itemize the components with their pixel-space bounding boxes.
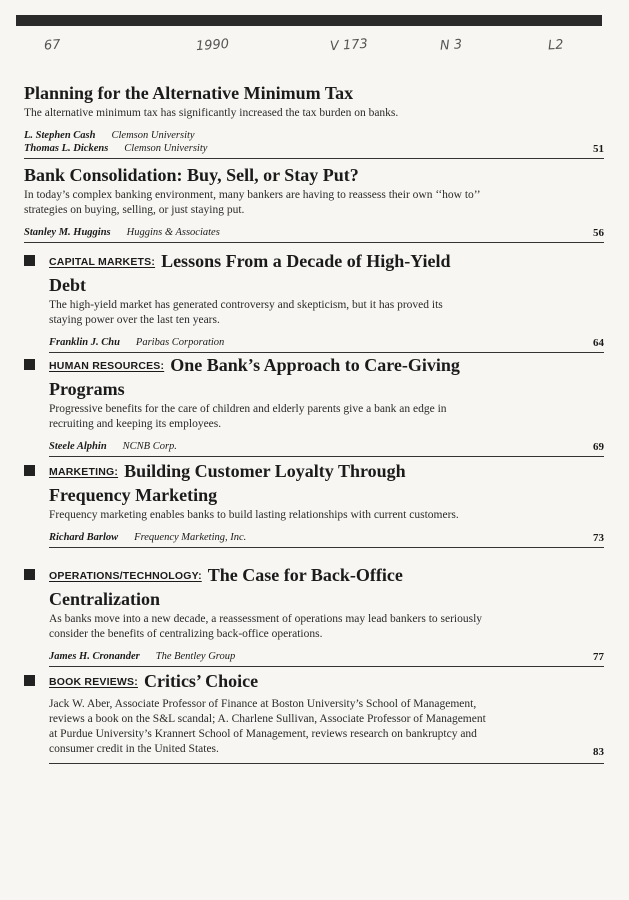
- page-number: 83: [593, 746, 604, 758]
- section-label: HUMAN RESOURCES:: [49, 360, 165, 372]
- author-name: Franklin J. Chu: [49, 337, 120, 348]
- author-name: Stanley M. Huggins: [24, 227, 111, 238]
- author-affiliation: Clemson University: [124, 143, 208, 154]
- article-description: Jack W. Aber, Associate Professor of Finance at Boston University’s School of Management, reviews a book on the S&L scandal; A. Charlene Sullivan, Associate Professor of Management at Purdue University’s Krannert School of Management, reviews research on bankruptcy and consumer credit in the United States.: [49, 698, 486, 755]
- byline: [49, 746, 604, 764]
- article-title[interactable]: Bank Consolidation: Buy, Sell, or Stay Put?: [24, 165, 359, 185]
- author-affiliation: Huggins & Associates: [126, 227, 220, 238]
- toc-entry: [24, 461, 604, 548]
- author-affiliation: Clemson University: [111, 130, 195, 141]
- byline: [49, 650, 604, 667]
- section-bullet-icon: [24, 675, 35, 686]
- article-description: The high-yield market has generated controversy and skepticism, but it has proved its staying power over the last ten years.: [49, 299, 443, 326]
- page-number: 51: [593, 143, 604, 155]
- toc-entry: [24, 671, 604, 764]
- author-affiliation: Frequency Marketing, Inc.: [134, 532, 247, 543]
- section-label: MARKETING:: [49, 466, 119, 478]
- section-bullet-icon: [24, 255, 35, 266]
- handwritten-note: 67: [43, 37, 62, 54]
- article-description: As banks move into a new decade, a reassessment of operations may lead bankers to seriously consider the benefits of centralizing back-office operations.: [49, 613, 483, 640]
- byline: [49, 440, 604, 457]
- article-description: In today’s complex banking environment, many bankers are having to reassess their own ‘‘how to’’ strategies on buying, selling, or just staying put.: [24, 189, 480, 216]
- toc-entry: [24, 355, 604, 457]
- page-number: 56: [593, 227, 604, 239]
- article-title[interactable]: MARKETING: Building Customer Loyalty Through Frequency Marketing: [49, 461, 406, 505]
- author-name: Richard Barlow: [49, 532, 119, 543]
- header-bar: [16, 15, 602, 26]
- article-title[interactable]: CAPITAL MARKETS: Lessons From a Decade of High-Yield Debt: [49, 251, 451, 295]
- toc-entry: [24, 165, 604, 243]
- page-number: 77: [593, 651, 604, 663]
- page-number: 69: [593, 441, 604, 453]
- byline: [24, 226, 604, 243]
- section-label: CAPITAL MARKETS:: [49, 256, 156, 268]
- article-description: Frequency marketing enables banks to build lasting relationships with current customers.: [49, 509, 459, 521]
- byline: [24, 129, 604, 159]
- article-description: The alternative minimum tax has significantly increased the tax burden on banks.: [24, 107, 399, 119]
- byline: [49, 531, 604, 548]
- handwritten-note: 1990: [195, 36, 230, 55]
- article-title[interactable]: HUMAN RESOURCES: One Bank’s Approach to Care-Giving Programs: [49, 355, 460, 399]
- section-bullet-icon: [24, 569, 35, 580]
- toc-entry: [24, 565, 604, 667]
- author-affiliation: NCNB Corp.: [122, 441, 177, 452]
- author-affiliation: Paribas Corporation: [135, 337, 225, 348]
- byline: [49, 336, 604, 353]
- section-bullet-icon: [24, 359, 35, 370]
- section-label: BOOK REVIEWS:: [49, 676, 138, 688]
- author-affiliation: The Bentley Group: [155, 651, 236, 662]
- handwritten-note: V 173: [329, 36, 369, 55]
- article-title[interactable]: Planning for the Alternative Minimum Tax: [24, 83, 354, 103]
- article-description: Progressive benefits for the care of children and elderly parents give a bank an edge in recruiting and keeping its employees.: [49, 403, 447, 430]
- article-title[interactable]: BOOK REVIEWS: Critics’ Choice: [49, 671, 259, 691]
- author-name: James H. Cronander: [49, 651, 140, 662]
- author-name: L. Stephen Cash: [24, 130, 96, 141]
- toc-entry: [24, 83, 604, 159]
- handwritten-note: L2: [547, 37, 565, 54]
- page-number: 64: [593, 337, 604, 349]
- page-number: 73: [593, 532, 604, 544]
- article-title[interactable]: OPERATIONS/TECHNOLOGY: The Case for Back-Office Centralization: [49, 565, 403, 609]
- toc-entry: [24, 251, 604, 353]
- section-label: OPERATIONS/TECHNOLOGY:: [49, 570, 202, 582]
- handwritten-note: N 3: [439, 37, 463, 54]
- author-name: Steele Alphin: [49, 441, 107, 452]
- author-name: Thomas L. Dickens: [24, 143, 109, 154]
- section-bullet-icon: [24, 465, 35, 476]
